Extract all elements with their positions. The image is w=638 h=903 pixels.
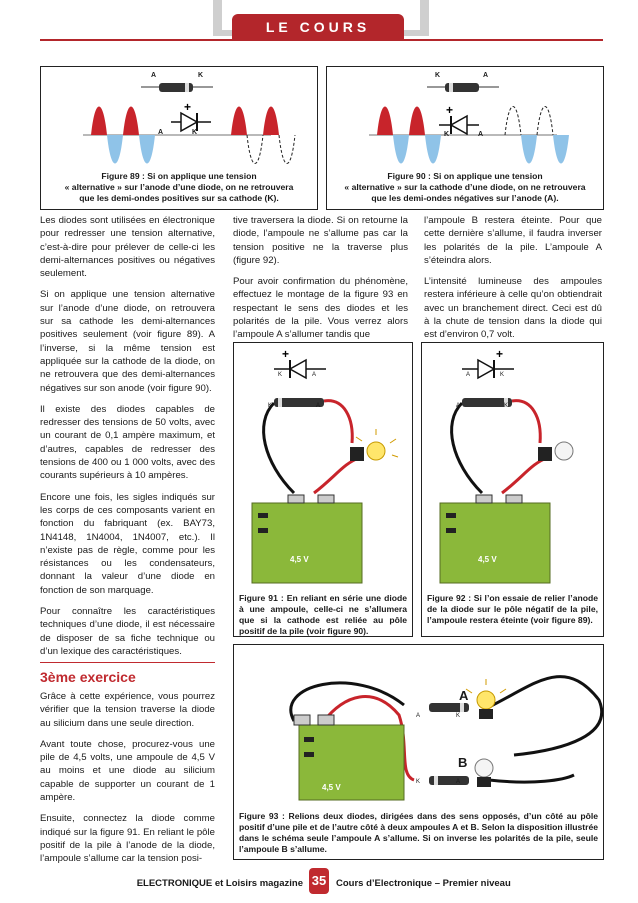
diode-label-cathode: K bbox=[268, 403, 273, 409]
diode-label-anode: A bbox=[483, 72, 489, 79]
paragraph: Encore une fois, les sigles indiqués sur les corps de ces composants varient en fonction du fabriquant (ex. BAY73, 1N4148, 1N4004, 1N4007, etc.). Il n’existe pas de règle, comme pour les résistances ou les condensateurs, donnant la valeur d’une diode en fonction de son marquage. bbox=[40, 491, 215, 596]
paragraph: Si on applique une tension alternative sur l’anode d’une diode, on retrouvera sur sa cathode les demi-alternances positives seulement (voir figure 89). A l’inverse, si la même tension est appliquée sur la cathode de la diode, on ne retrouvera que des demi-alternances négatives sur son anode (voir figure 90). bbox=[40, 289, 215, 394]
diode-top-label-cathode: K bbox=[456, 713, 461, 719]
diode-label-anode: A bbox=[316, 403, 321, 409]
figure-93-drawing bbox=[234, 645, 603, 815]
diode-label-cathode: K bbox=[198, 72, 204, 79]
page-number: 35 bbox=[309, 868, 329, 894]
section-title: LE COURS bbox=[232, 14, 404, 40]
lamp-a-label: A bbox=[459, 688, 469, 703]
figure-92-drawing bbox=[422, 343, 603, 593]
caption-line: que les demi-ondes positives sur sa cathode (K). bbox=[79, 193, 279, 203]
paragraph: Ensuite, connectez la diode comme indiqué sur la figure 91. En reliant le pôle positif de la pile à l’anode de la diode, l’ampoule s’allume car la tension posi- bbox=[40, 813, 215, 865]
figure-89-caption bbox=[45, 171, 313, 204]
svg-text:+: + bbox=[496, 347, 504, 361]
symbol-label-anode: A bbox=[466, 372, 471, 378]
figure-93-caption: Figure 93 : Relions deux diodes, dirigées dans des sens opposés, d’un côté au pôle positif d’une pile et de l’autre côté à deux ampoules A et B. Selon la disposition illustrée dans le schéma seule l’ampoule A s’allume. Si on inverse les polarités de la pile, seule l’ampoule B s’allume. bbox=[239, 811, 598, 854]
paragraph: Pour connaître les caractéristiques techniques d’une diode, il est nécessaire de disposer de sa fiche technique ou d’un lexique des caractéristiques. bbox=[40, 606, 215, 657]
paragraph: tive traversera la diode. Si on retourne la diode, l’ampoule ne s’allume pas car la tension positive ne la traverse plus (figure 92). bbox=[233, 215, 408, 266]
lamp-b-label: B bbox=[458, 755, 468, 770]
battery-voltage: 4,5 V bbox=[322, 783, 341, 792]
figure-92-caption: Figure 92 : Si l’on essaie de relier l’anode de la diode sur le pôle négatif de la pile, l’ampoule restera éteinte (voir figure 89). bbox=[427, 593, 598, 625]
footer-right: Cours d’Electronique – Premier niveau bbox=[336, 878, 511, 889]
figure-91-caption: Figure 91 : En reliant en série une diode à une ampoule, celle-ci ne s’allumera que si la cathode est reliée au pôle positif de la pile (voir figure 90). bbox=[239, 593, 407, 636]
caption-line: « alternative » sur la cathode d’une diode, on ne retrouvera bbox=[344, 182, 586, 192]
svg-text:+: + bbox=[184, 100, 192, 114]
column-2 bbox=[233, 214, 408, 350]
diode-label-cathode: K bbox=[435, 72, 441, 79]
paragraph: Les diodes sont utilisées en électronique pour redresser une tension alternative, c’est-à-dire pour prélever de celle-ci les demi-alternances positives ou négatives seulement. bbox=[40, 215, 215, 280]
column-1 bbox=[40, 214, 215, 666]
caption-line: « alternative » sur l’anode d’une diode, on ne retrouvera bbox=[64, 182, 294, 192]
symbol-label-cathode: K bbox=[444, 131, 450, 138]
symbol-label-cathode: K bbox=[192, 129, 198, 136]
diode-top-label-anode: A bbox=[416, 713, 421, 719]
symbol-label-anode: A bbox=[158, 129, 164, 136]
diode-label-anode: A bbox=[456, 403, 461, 409]
battery-voltage: 4,5 V bbox=[478, 555, 497, 564]
column-3 bbox=[424, 214, 602, 350]
battery-voltage: 4,5 V bbox=[290, 555, 309, 564]
paragraph: l’ampoule B restera éteinte. Pour que cette dernière s’allume, il faudra inverser les polarités de la pile. L’ampoule A s’éteindra alors. bbox=[424, 215, 602, 266]
figure-90 bbox=[326, 66, 604, 210]
symbol-label-cathode: K bbox=[278, 372, 283, 378]
caption-line: Figure 89 : Si on applique une tension bbox=[101, 171, 257, 181]
diode-bottom-label-cathode: K bbox=[416, 779, 421, 785]
caption-line: que les demi-ondes négatives sur l’anode (A). bbox=[371, 193, 559, 203]
diode-bottom-label-anode: A bbox=[456, 779, 461, 785]
symbol-label-cathode: K bbox=[500, 372, 505, 378]
header-rule bbox=[40, 39, 603, 41]
symbol-label-anode: A bbox=[478, 131, 484, 138]
paragraph: Pour avoir confirmation du phénomène, effectuez le montage de la figure 93 en respectant le sens des diodes et les polarités de la pile. Vous verrez alors l’ampoule A s’allumer tandis que bbox=[233, 276, 408, 341]
paragraph: Il existe des diodes capables de redresser des tensions de 50 volts, avec un courant de 0,1 ampère maximum, et d’autres, capables de redresser des tensions de 400 ou 1 000 volts, avec des courants supérieurs à 10 ampères. bbox=[40, 403, 215, 482]
figure-89 bbox=[40, 66, 318, 210]
diode-label-cathode: K bbox=[504, 403, 509, 409]
figure-91-drawing bbox=[234, 343, 412, 593]
exercise-heading: 3ème exercice bbox=[40, 669, 136, 685]
figure-90-drawing bbox=[327, 67, 603, 175]
diode-label-anode: A bbox=[151, 72, 157, 79]
symbol-label-anode: A bbox=[312, 372, 317, 378]
footer-left: ELECTRONIQUE et Loisirs magazine bbox=[136, 878, 303, 889]
figure-92 bbox=[421, 342, 604, 637]
column-1-lower bbox=[40, 690, 215, 874]
paragraph: Grâce à cette expérience, vous pourrez vérifier que la tension traverse la diode au silicium dans une seule direction. bbox=[40, 691, 215, 729]
svg-text:+: + bbox=[282, 347, 290, 361]
caption-line: Figure 90 : Si on applique une tension bbox=[387, 171, 543, 181]
figure-90-caption bbox=[331, 171, 599, 204]
figure-93 bbox=[233, 644, 604, 860]
paragraph: L’intensité lumineuse des ampoules restera inférieure à celle qu’on obtiendrait avec un branchement direct. Ceci est dû à la chute de tension dans la diode qui est d’environ 0,7 volt. bbox=[424, 276, 602, 341]
svg-text:+: + bbox=[446, 103, 454, 117]
heading-rule bbox=[40, 662, 215, 663]
figure-89-drawing bbox=[41, 67, 317, 175]
paragraph: Avant toute chose, procurez-vous une pile de 4,5 volts, une ampoule de 4,5 V au moins et une diode au silicium capable de supporter un courant de 1 ampère. bbox=[40, 738, 215, 804]
figure-91 bbox=[233, 342, 413, 637]
